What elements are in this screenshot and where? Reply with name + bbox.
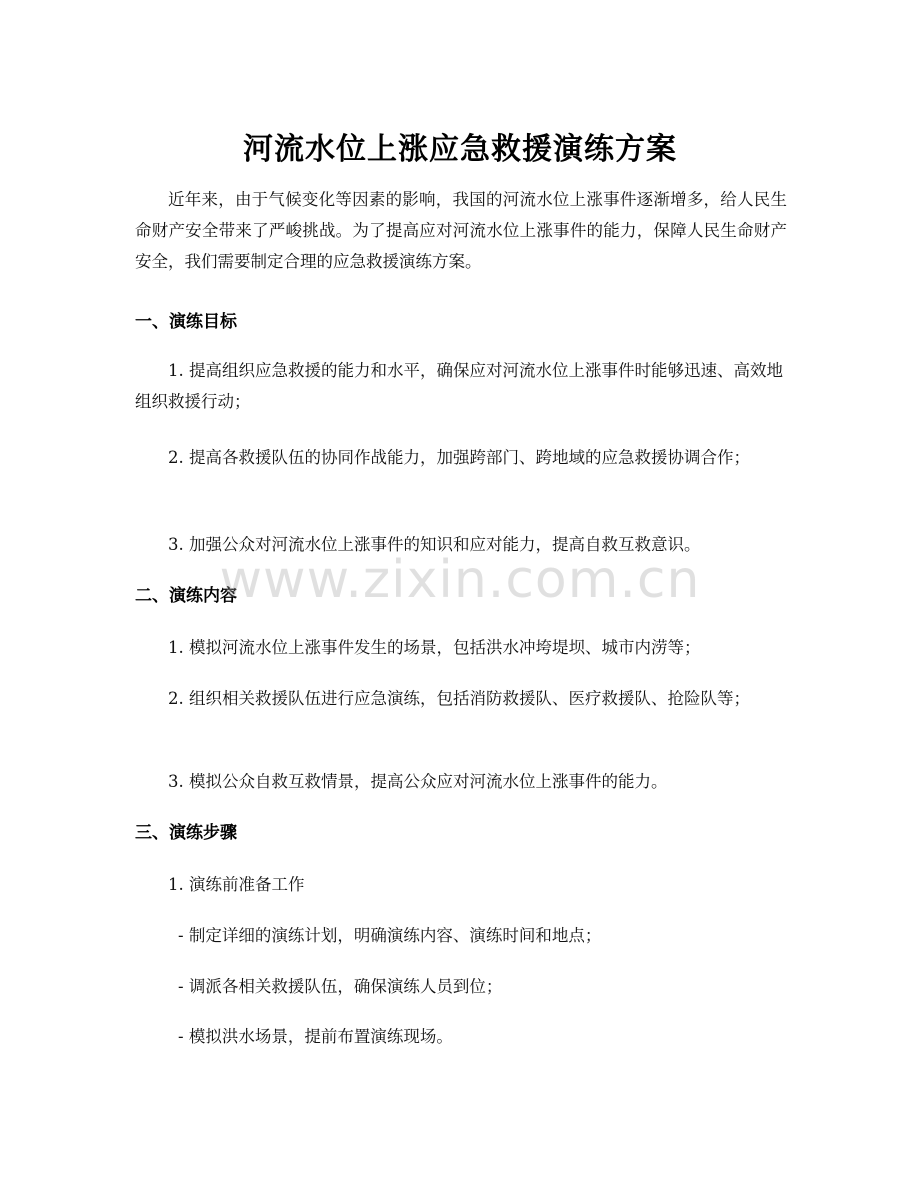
watermark: www.zixin.com.cn <box>219 550 701 610</box>
section-heading-steps: 三、演练步骤 <box>135 823 237 843</box>
sub-list-item: - 制定详细的演练计划，明确演练内容、演练时间和地点； <box>178 926 602 945</box>
list-item: 2. 提高各救援队伍的协同作战能力，加强跨部门、跨地域的应急救援协调合作； <box>168 448 750 467</box>
section-heading-content: 二、演练内容 <box>135 586 237 606</box>
sub-list-item: - 模拟洪水场景，提前布置演练现场。 <box>178 1027 453 1046</box>
section-heading-goals: 一、演练目标 <box>135 312 237 332</box>
list-item: 1. 演练前准备工作 <box>168 875 305 894</box>
list-item: 1. 提高组织应急救援的能力和水平，确保应对河流水位上涨事件时能够迅速、高效地组织救援行动； <box>135 361 783 411</box>
list-item: 2. 组织相关救援队伍进行应急演练，包括消防救援队、医疗救援队、抢险队等； <box>168 689 750 708</box>
list-item: 3. 加强公众对河流水位上涨事件的知识和应对能力，提高自救互救意识。 <box>168 535 701 554</box>
intro-paragraph: 近年来，由于气候变化等因素的影响，我国的河流水位上涨事件逐渐增多，给人民生命财产安全带来了严峻挑战。为了提高应对河流水位上涨事件的能力，保障人民生命财产安全，我们需要制定合理的应急救援演练方案。 <box>135 190 787 271</box>
list-item: 3. 模拟公众自救互救情景，提高公众应对河流水位上涨事件的能力。 <box>168 772 668 791</box>
list-item: 1. 模拟河流水位上涨事件发生的场景，包括洪水冲垮堤坝、城市内涝等； <box>168 638 701 657</box>
sub-list-item: - 调派各相关救援队伍，确保演练人员到位； <box>178 977 503 996</box>
document-title: 河流水位上涨应急救援演练方案 <box>243 132 677 168</box>
